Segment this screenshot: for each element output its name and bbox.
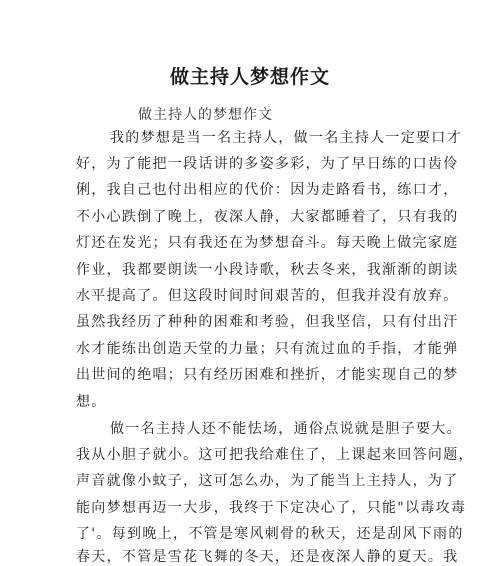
paragraph-line: 春天，不管是雪花飞舞的冬天，还是夜深人静的夏天。我 bbox=[76, 549, 459, 565]
paragraph-line: 作业，我都要朗读一小段诗歌，秋去冬来，我渐渐的朗读 bbox=[76, 262, 459, 278]
paragraph-line: 了'。每到晚上，不管是寒风刺骨的秋天，还是刮风下雨的 bbox=[76, 526, 464, 542]
paragraph-line: 出世间的绝唱；只有经历困难和挫折，才能实现自己的梦 bbox=[76, 367, 459, 383]
document-title: 做主持人梦想作文 bbox=[169, 66, 330, 88]
paragraph-line: 水平提高了。但这段时间时间艰苦的，但我并没有放弃。 bbox=[76, 288, 459, 304]
paragraph-line: 虽然我经历了种种的困难和考验，但我坚信，只有付出汗 bbox=[76, 314, 459, 330]
paragraph-line: 想。 bbox=[76, 394, 107, 410]
document-subtitle: 做主持人的梦想作文 bbox=[138, 107, 273, 123]
paragraph-line: 不小心跌倒了晚上，夜深人静，大家都睡着了，只有我的 bbox=[76, 209, 459, 225]
paragraph-line: 做一名主持人还不能怯场，通俗点说就是胆子要大。 bbox=[110, 421, 462, 437]
paragraph-line: 灯还在发光；只有我还在为梦想奋斗。每天晚上做完家庭 bbox=[76, 235, 459, 251]
paragraph-line: 俐，我自己也付出相应的代价：因为走路看书，练口才， bbox=[76, 182, 459, 198]
paragraph-line: 我从小胆子就小。这可把我给难住了，上课起来回答问题， bbox=[76, 447, 474, 463]
paragraph-line: 声音就像小蚊子，这可怎么办，为了能当上主持人，为了 bbox=[76, 473, 459, 489]
paragraph-line: 我的梦想是当一名主持人，做一名主持人一定要口才 bbox=[110, 130, 462, 146]
paragraph-line: 水才能练出创造天堂的力量；只有流过血的手指，才能弹 bbox=[76, 341, 459, 357]
paragraph-line: 能向梦想再迈一大步，我终于下定决心了，只能"以毒攻毒 bbox=[76, 500, 467, 516]
paragraph-line: 好，为了能把一段话讲的多姿多彩，为了早日练的口齿伶 bbox=[76, 156, 459, 172]
